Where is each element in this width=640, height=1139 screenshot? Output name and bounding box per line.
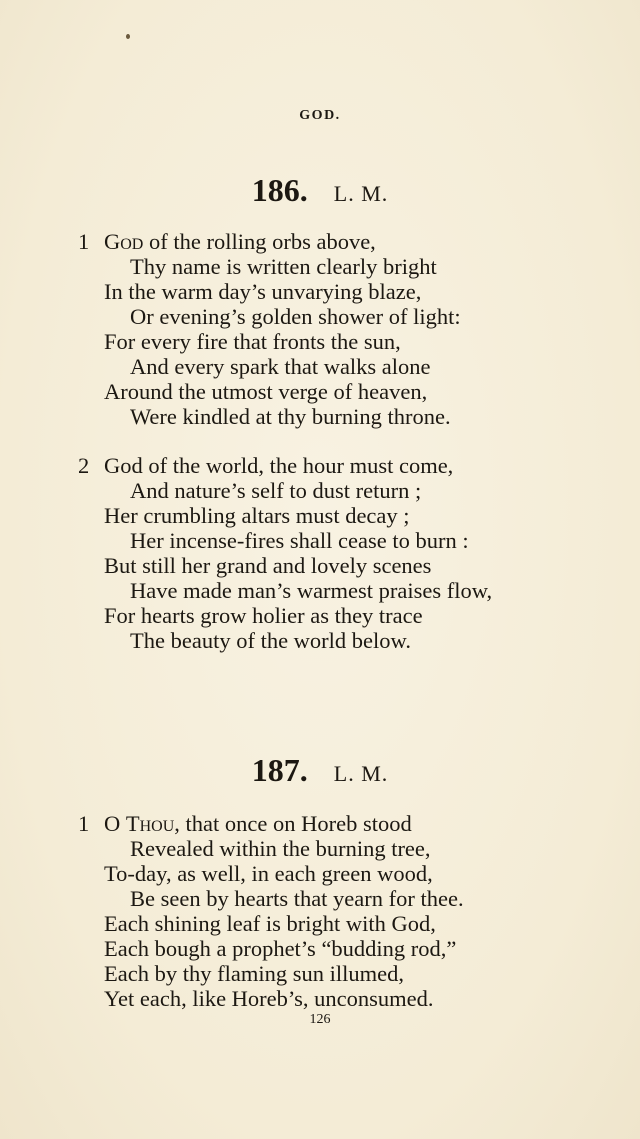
- stanza-number: 1: [78, 229, 90, 254]
- hymn-meter: L. M.: [333, 761, 389, 786]
- first-word: Thou: [125, 811, 175, 836]
- hymn-heading: [0, 172, 640, 209]
- verse-line: To-day, as well, in each green wood,: [104, 861, 433, 886]
- first-line-rest: of the rolling orbs above,: [143, 229, 376, 254]
- verse-line: Yet each, like Horeb’s, unconsumed.: [104, 986, 434, 1011]
- verse-line: Each by thy flaming sun illumed,: [104, 961, 404, 986]
- verse-line: Were kindled at thy burning throne.: [130, 404, 451, 429]
- verse-line: Revealed within the burning tree,: [130, 836, 431, 861]
- running-head: GOD.: [299, 108, 341, 123]
- first-line-prefix: O: [104, 811, 126, 836]
- verse-line: Or evening’s golden shower of light:: [130, 304, 461, 329]
- verse-line: Have made man’s warmest praises flow,: [130, 578, 493, 603]
- verse-line: And every spark that walks alone: [130, 354, 431, 379]
- verse-line: For every fire that fronts the sun,: [104, 329, 401, 354]
- verse-line: [104, 229, 376, 254]
- verse-line: Her crumbling altars must decay ;: [104, 503, 410, 528]
- verse-line: In the warm day’s unvarying blaze,: [104, 279, 422, 304]
- verse-line: [104, 811, 412, 836]
- verse-line: God of the world, the hour must come,: [104, 453, 454, 478]
- verse-line: But still her grand and lovely scenes: [104, 553, 432, 578]
- verse-line: Her incense-fires shall cease to burn :: [130, 528, 469, 553]
- verse-line: For hearts grow holier as they trace: [104, 603, 423, 628]
- ink-speck: [126, 34, 130, 39]
- verse-line: The beauty of the world below.: [130, 628, 411, 653]
- verse-line: Be seen by hearts that yearn for thee.: [130, 886, 464, 911]
- first-word: God: [104, 229, 144, 254]
- hymn-meter: L. M.: [333, 181, 389, 206]
- hymn-heading: [0, 752, 640, 789]
- verse-line: Thy name is written clearly bright: [130, 254, 437, 279]
- page-number: 126: [309, 1012, 331, 1027]
- hymn-number: 187.: [251, 752, 308, 788]
- hymn-number: 186.: [251, 172, 308, 208]
- stanza-number: 1: [78, 811, 90, 836]
- verse-line: Each shining leaf is bright with God,: [104, 911, 436, 936]
- verse-line: Each bough a prophet’s “budding rod,”: [104, 936, 457, 961]
- first-line-rest: , that once on Horeb stood: [174, 811, 412, 836]
- stanza-number: 2: [78, 453, 90, 478]
- verse-line: And nature’s self to dust return ;: [130, 478, 422, 503]
- verse-line: Around the utmost verge of heaven,: [104, 379, 428, 404]
